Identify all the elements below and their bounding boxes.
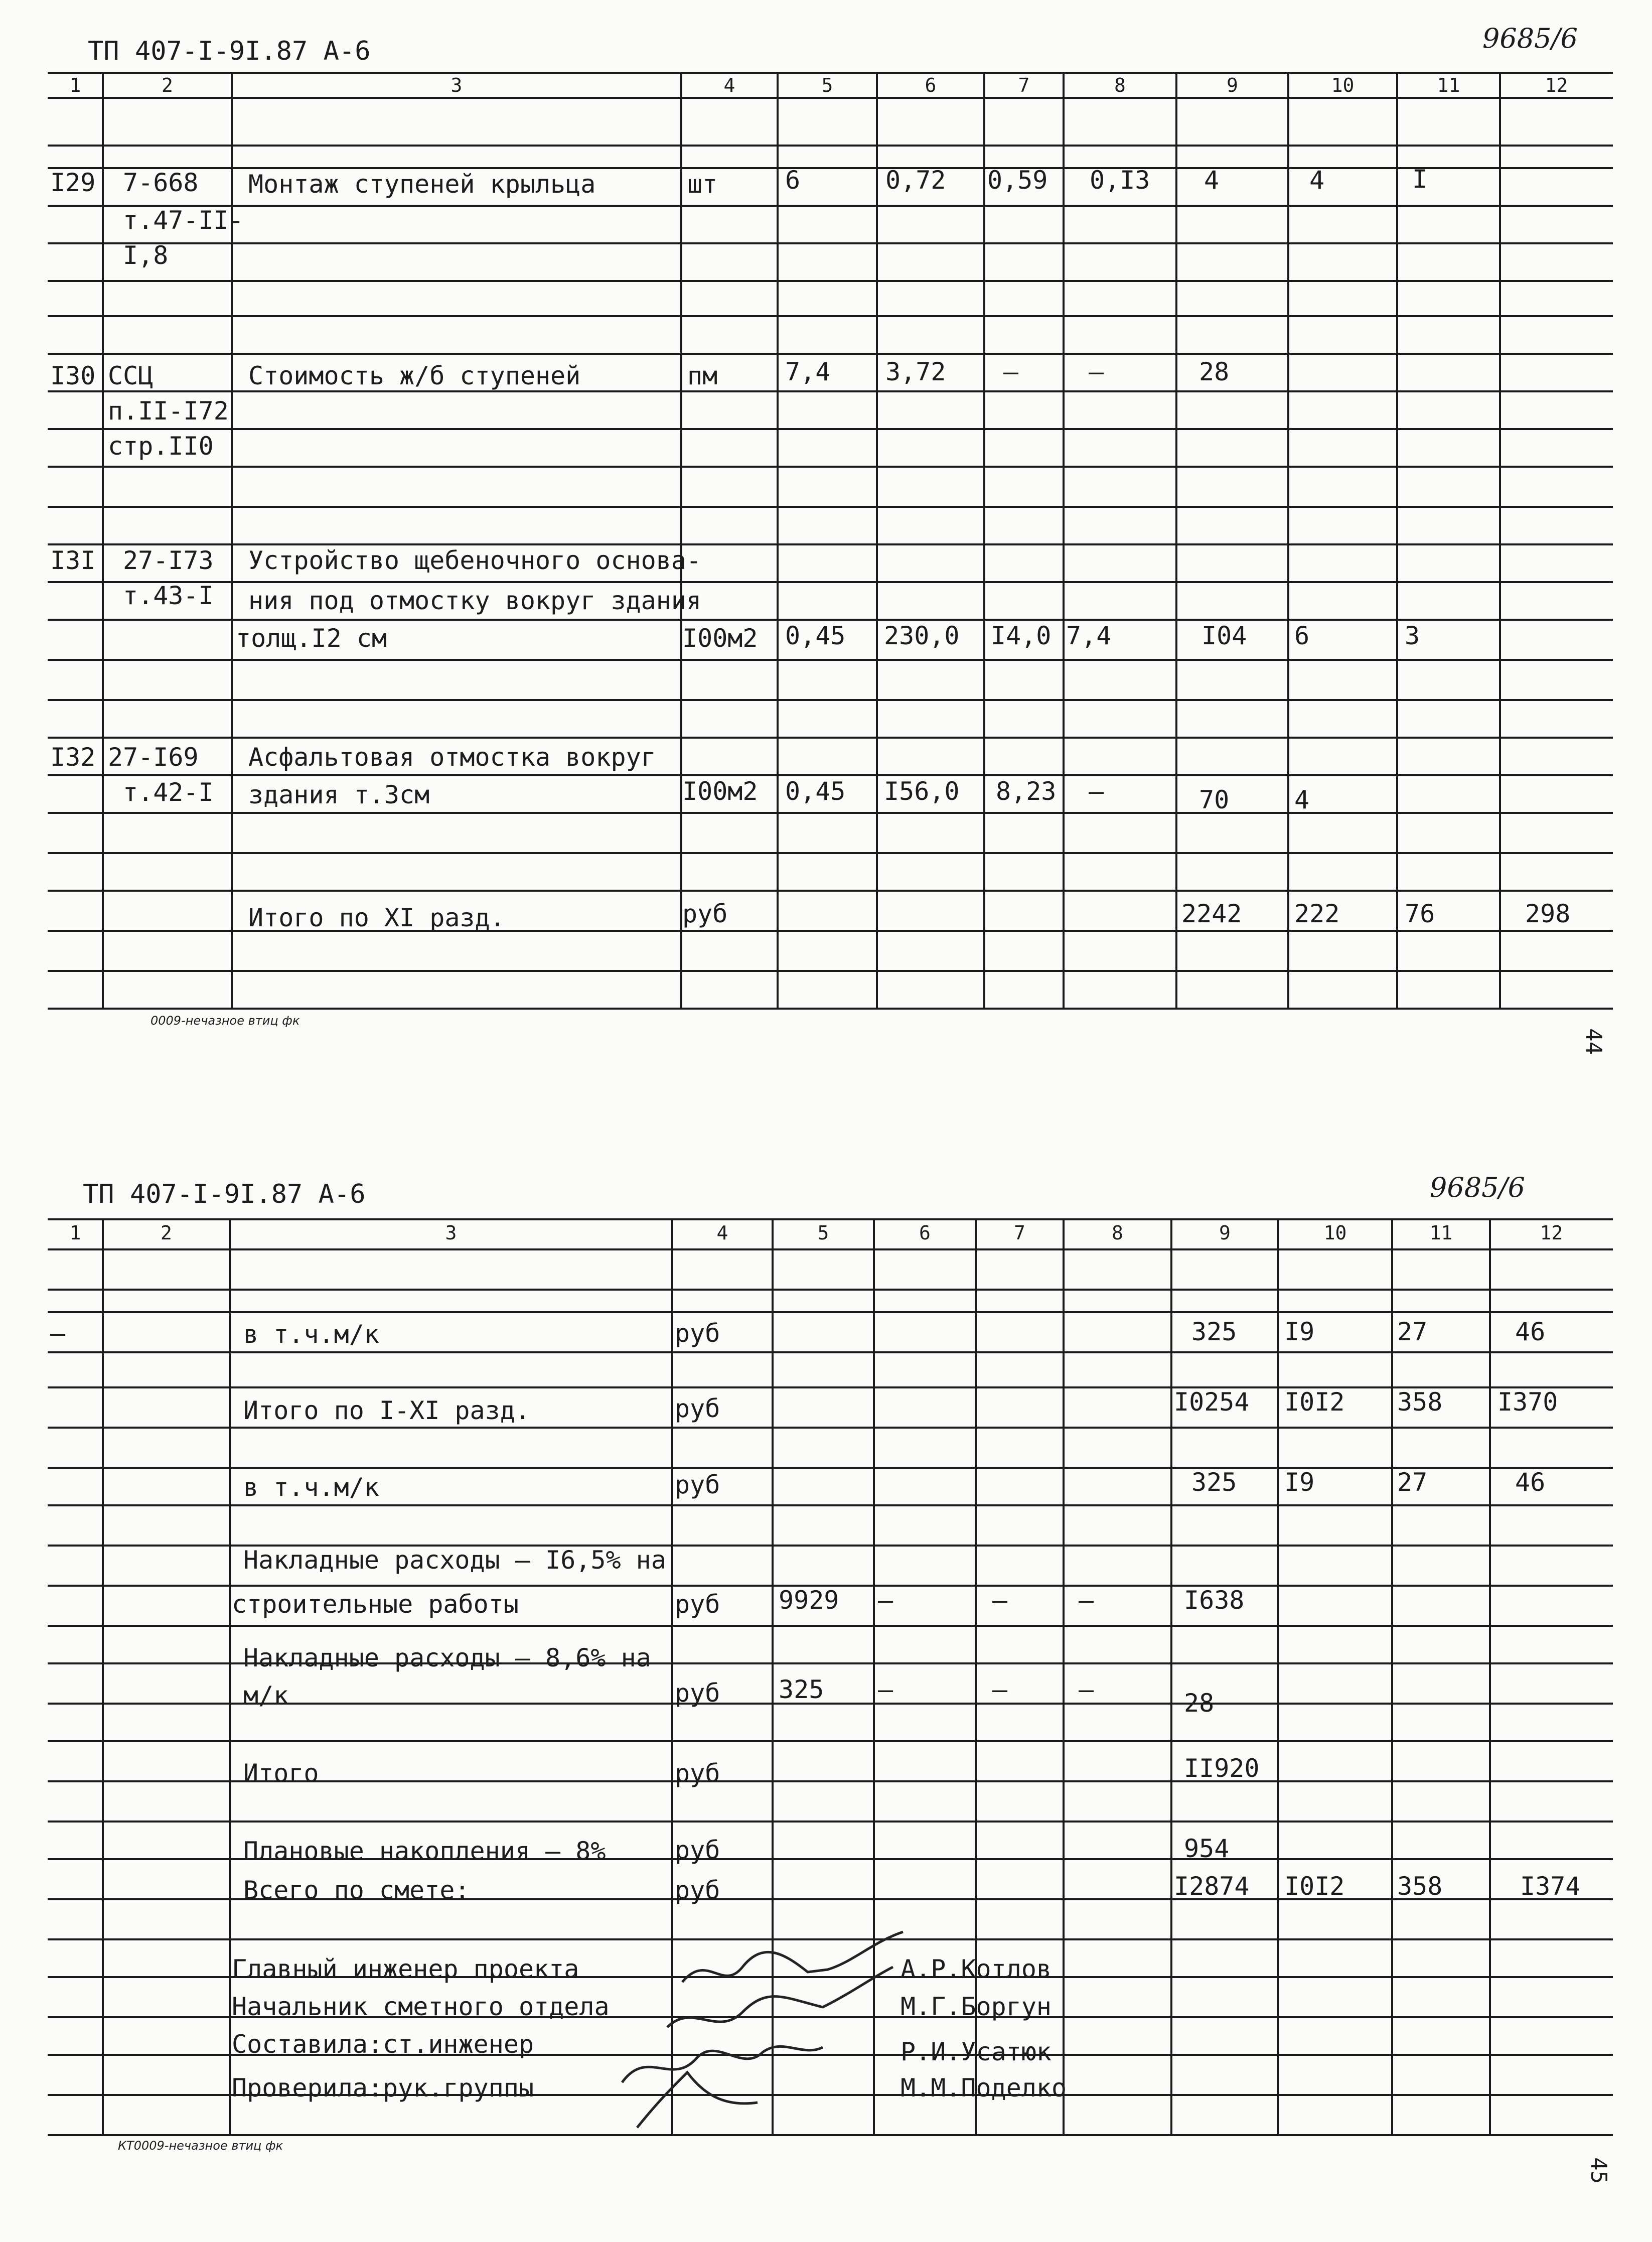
norm-code: 27-I73 xyxy=(123,546,214,575)
work-description: строительные работы xyxy=(232,1590,519,1619)
total-wages: I9 xyxy=(1284,1317,1315,1346)
quantity: 6 xyxy=(785,166,801,195)
unit-cost: – xyxy=(878,1675,893,1704)
grand-total-label: Всего по смете: xyxy=(243,1876,470,1905)
bottom-col-num: 12 xyxy=(1540,1222,1563,1244)
top-col-num: 5 xyxy=(821,74,833,96)
signature-role: Начальник сметного отдела xyxy=(232,1992,610,2021)
unit: руб xyxy=(675,1319,720,1348)
total-cost: 2242 xyxy=(1181,899,1242,928)
top-col-num: 9 xyxy=(1227,74,1238,96)
top-col-num: 10 xyxy=(1331,74,1355,96)
unit-cost: – xyxy=(878,1586,893,1615)
norm-code: п.II-I72 xyxy=(108,396,229,426)
total-extra: 46 xyxy=(1515,1468,1546,1497)
total-machine: 358 xyxy=(1397,1387,1443,1417)
unit: руб xyxy=(675,1759,720,1788)
unit-cost: 230,0 xyxy=(884,621,960,650)
total-label: Итого по I-XI разд. xyxy=(243,1396,530,1425)
footer-stamp: КТ0009-нечазное втиц фк xyxy=(118,2139,283,2153)
work-description: м/к xyxy=(243,1681,289,1710)
total-cost: II920 xyxy=(1184,1754,1260,1783)
unit-cost: 3,72 xyxy=(885,357,946,386)
unit: I00м2 xyxy=(682,777,758,806)
total-machine: 358 xyxy=(1397,1872,1443,1901)
total-wages: 222 xyxy=(1294,899,1340,928)
total-cost: I0254 xyxy=(1174,1387,1250,1417)
norm-code: 27-I69 xyxy=(108,743,199,772)
top-col-num: 11 xyxy=(1437,74,1460,96)
wages-cost: – xyxy=(1003,357,1019,386)
total-wages: I0I2 xyxy=(1284,1872,1345,1901)
signature-role: Главный инженер проекта xyxy=(232,1954,579,1984)
footer-stamp: 0009-нечазное втиц фк xyxy=(151,1014,300,1028)
total-cost: 28 xyxy=(1184,1689,1215,1718)
handwritten-signatures xyxy=(592,1922,943,2133)
bottom-col-num: 1 xyxy=(69,1222,81,1244)
total-label: Итого xyxy=(243,1759,319,1788)
bottom-doc-code: ТП 407-I-9I.87 А-6 xyxy=(83,1179,366,1209)
machine-cost: – xyxy=(1079,1675,1094,1704)
total-wages: 6 xyxy=(1294,621,1310,650)
bottom-col-num: 11 xyxy=(1429,1222,1453,1244)
total-machine: 76 xyxy=(1405,899,1435,928)
work-description: в т.ч.м/к xyxy=(243,1473,379,1502)
total-extra: I370 xyxy=(1497,1387,1558,1417)
total-wages: 4 xyxy=(1294,785,1310,814)
total-cost: 70 xyxy=(1199,785,1230,814)
quantity: 7,4 xyxy=(785,357,831,386)
wages-cost: 8,23 xyxy=(996,777,1057,806)
signature-role: Составила:ст.инженер xyxy=(232,2030,534,2059)
work-description: Монтаж ступеней крыльца xyxy=(248,170,596,199)
row-number: – xyxy=(50,1319,66,1348)
top-sheet-ref: 9685/6 xyxy=(1482,23,1578,54)
bottom-col-num: 6 xyxy=(919,1222,931,1244)
work-description: толщ.I2 см xyxy=(236,624,387,653)
work-description: здания т.3см xyxy=(248,780,430,809)
unit: руб xyxy=(675,1836,720,1865)
total-cost: I04 xyxy=(1202,621,1247,650)
page-number: 45 xyxy=(1585,2157,1611,2184)
quantity: 0,45 xyxy=(785,621,846,650)
norm-code: I,8 xyxy=(123,241,169,270)
top-col-num: 7 xyxy=(1018,74,1030,96)
machine-cost: 0,I3 xyxy=(1090,166,1150,195)
total-extra: 298 xyxy=(1525,899,1571,928)
work-description: ния под отмостку вокруг здания xyxy=(248,586,702,615)
row-number: I29 xyxy=(50,168,96,197)
machine-cost: – xyxy=(1089,777,1104,806)
total-cost: I638 xyxy=(1184,1586,1245,1615)
norm-code: ССЦ xyxy=(108,361,154,390)
unit: руб xyxy=(675,1394,720,1423)
unit: шт xyxy=(687,170,718,199)
work-description: Устройство щебеночного основа- xyxy=(248,546,702,575)
total-extra: I374 xyxy=(1520,1872,1581,1901)
signature-role: Проверила:рук.группы xyxy=(232,2073,534,2103)
total-label: Итого по XI разд. xyxy=(248,903,505,932)
work-description: Асфальтовая отмостка вокруг xyxy=(248,743,656,772)
machine-cost: – xyxy=(1079,1586,1094,1615)
work-description: Накладные расходы – I6,5% на xyxy=(243,1546,666,1575)
total-wages: 4 xyxy=(1309,166,1325,195)
bottom-col-num: 7 xyxy=(1014,1222,1025,1244)
norm-code: т.42-I xyxy=(123,778,214,807)
total-cost: 325 xyxy=(1191,1468,1237,1497)
norm-code: 7-668 xyxy=(123,168,199,197)
top-col-num: 12 xyxy=(1545,74,1568,96)
machine-cost: – xyxy=(1089,357,1104,386)
row-number: I32 xyxy=(50,743,96,772)
total-extra: 46 xyxy=(1515,1317,1546,1346)
total-wages: I0I2 xyxy=(1284,1387,1345,1417)
unit: руб xyxy=(675,1876,720,1905)
wages-cost: I4,0 xyxy=(991,621,1052,650)
bottom-col-num: 3 xyxy=(445,1222,457,1244)
quantity: 325 xyxy=(779,1675,824,1704)
wages-cost: 0,59 xyxy=(987,166,1048,195)
total-machine: 27 xyxy=(1397,1317,1428,1346)
total-cost: 954 xyxy=(1184,1834,1230,1863)
total-wages: I9 xyxy=(1284,1468,1315,1497)
total-cost: 28 xyxy=(1199,357,1230,386)
bottom-col-num: 8 xyxy=(1112,1222,1123,1244)
top-doc-code: ТП 407-I-9I.87 А-6 xyxy=(88,36,371,66)
unit: I00м2 xyxy=(682,624,758,653)
unit-cost: 0,72 xyxy=(885,166,946,195)
top-col-num: 8 xyxy=(1114,74,1126,96)
top-col-num: 1 xyxy=(69,74,81,96)
total-cost: 4 xyxy=(1204,166,1220,195)
quantity: 0,45 xyxy=(785,777,846,806)
work-description: в т.ч.м/к xyxy=(243,1320,379,1349)
bottom-col-num: 4 xyxy=(716,1222,728,1244)
norm-code: т.43-I xyxy=(123,581,214,610)
wages-cost: – xyxy=(992,1675,1008,1704)
norm-code: стр.II0 xyxy=(108,432,214,461)
total-machine: I xyxy=(1412,165,1428,194)
row-number: I3I xyxy=(50,546,96,575)
total-cost: 325 xyxy=(1191,1317,1237,1346)
top-col-num: 6 xyxy=(925,74,937,96)
total-cost: I2874 xyxy=(1174,1872,1250,1901)
top-col-num: 4 xyxy=(723,74,735,96)
unit: руб xyxy=(675,1590,720,1619)
unit: руб xyxy=(675,1470,720,1499)
work-description: Плановые накопления – 8% xyxy=(243,1837,606,1866)
top-col-num: 2 xyxy=(162,74,173,96)
wages-cost: – xyxy=(992,1586,1008,1615)
total-machine: 27 xyxy=(1397,1468,1428,1497)
bottom-col-num: 10 xyxy=(1323,1222,1347,1244)
page-number: 44 xyxy=(1580,1028,1606,1055)
total-machine: 3 xyxy=(1405,621,1420,650)
signature-name: М.М.Поделко xyxy=(900,2073,1067,2103)
unit: пм xyxy=(687,361,718,390)
row-number: I30 xyxy=(50,361,96,390)
work-description: Накладные расходы – 8,6% на xyxy=(243,1643,651,1672)
machine-cost: 7,4 xyxy=(1066,621,1112,650)
bottom-col-num: 9 xyxy=(1219,1222,1231,1244)
signature-name: Р.И.Усатюк xyxy=(900,2037,1052,2066)
bottom-col-num: 5 xyxy=(817,1222,829,1244)
work-description: Стоимость ж/б ступеней xyxy=(248,361,581,390)
quantity: 9929 xyxy=(779,1586,839,1615)
signature-name: А.Р.Котлов xyxy=(900,1954,1052,1984)
unit: руб xyxy=(682,899,728,928)
top-col-num: 3 xyxy=(450,74,463,96)
unit-cost: I56,0 xyxy=(884,777,960,806)
unit: руб xyxy=(675,1678,720,1708)
signature-name: М.Г.Боргун xyxy=(900,1992,1052,2021)
bottom-col-num: 2 xyxy=(161,1222,172,1244)
norm-code: т.47-II- xyxy=(123,206,244,235)
bottom-sheet-ref: 9685/6 xyxy=(1430,1172,1525,1203)
